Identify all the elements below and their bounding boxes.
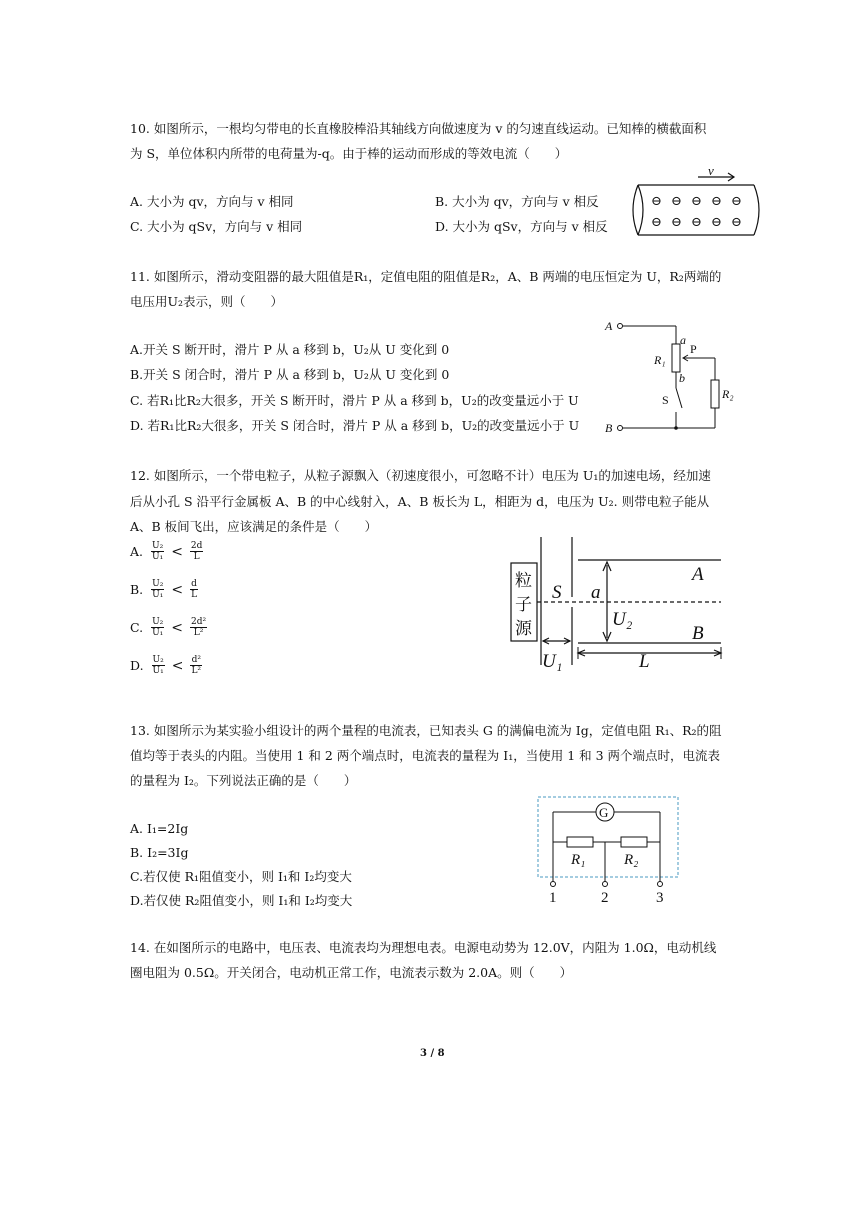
q13-terminal-1: 1 bbox=[549, 890, 557, 906]
less-than: < bbox=[171, 657, 184, 674]
charge-symbol: ⊖ bbox=[651, 193, 662, 208]
q11-terminal-a: A bbox=[605, 319, 613, 333]
charge-symbol: ⊖ bbox=[671, 193, 682, 208]
q12-source-char2: 子 bbox=[515, 595, 532, 614]
q11-stem-line2: 电压用U₂表示，则（ ） bbox=[130, 294, 284, 309]
q12-option-d[interactable] bbox=[130, 655, 202, 683]
charge-symbol: ⊖ bbox=[671, 214, 682, 229]
q10-option-c[interactable]: C. 大小为 qSv，方向与 v 相同 bbox=[130, 219, 303, 234]
q12-voltage-u2: U₂ bbox=[612, 609, 633, 630]
q13-terminal-2: 2 bbox=[601, 890, 609, 906]
q11-option-c[interactable]: C. 若R₁比R₂大很多，开关 S 断开时，滑片 P 从 a 移到 b，U₂的改变量远小于 U bbox=[130, 393, 579, 408]
q11-option-b[interactable]: B.开关 S 闭合时，滑片 P 从 a 移到 b，U₂从 U 变化到 0 bbox=[130, 367, 450, 382]
q12-hole-s: S bbox=[552, 582, 562, 603]
q13-stem-line3: 的量程为 I₂。下列说法正确的是（ ） bbox=[130, 773, 357, 788]
fraction: $\frac{\text{d²}}{\text{L²}}$ bbox=[191, 655, 202, 676]
q12-figure-deflection bbox=[508, 535, 733, 675]
option-label: D. bbox=[130, 657, 144, 673]
q10-option-a[interactable]: A. 大小为 qv，方向与 v 相同 bbox=[130, 194, 294, 209]
q10-velocity-label: v bbox=[708, 163, 714, 178]
option-label: B. bbox=[130, 581, 144, 597]
less-than: < bbox=[171, 581, 184, 598]
q13-terminal-3: 3 bbox=[656, 890, 664, 906]
q12-option-c[interactable] bbox=[130, 617, 207, 645]
q12-length-l: L bbox=[639, 651, 650, 672]
option-label: A. bbox=[130, 543, 144, 559]
q11-option-a[interactable]: A.开关 S 断开时，滑片 P 从 a 移到 b，U₂从 U 变化到 0 bbox=[130, 342, 450, 357]
q11-slider-end-a: a bbox=[680, 333, 686, 347]
q13-option-a[interactable]: A. I₁=2Ig bbox=[130, 821, 189, 836]
q13-stem-line2: 值均等于表头的内阻。当使用 1 和 2 两个端点时，电流表的量程为 I₁，当使用 1 和 3 两个端点时，电流表 bbox=[130, 748, 721, 763]
q14-stem-line2: 圈电阻为 0.5Ω。开关闭合，电动机正常工作，电流表示数为 2.0A。则（ ） bbox=[130, 965, 573, 980]
q10-figure-rod bbox=[630, 165, 770, 240]
q11-switch-s: S bbox=[662, 393, 669, 407]
q11-option-d[interactable]: D. 若R₁比R₂大很多，开关 S 闭合时，滑片 P 从 a 移到 b，U₂的改变量远小于 U bbox=[130, 418, 580, 433]
charge-symbol: ⊖ bbox=[691, 193, 702, 208]
less-than: < bbox=[171, 619, 183, 636]
q12-stem-line1: 12. 如图所示，一个带电粒子，从粒子源飘入（初速度很小，可忽略不计）电压为 U₁的加速电场，经加速 bbox=[130, 468, 711, 483]
charge-symbol: ⊖ bbox=[711, 193, 722, 208]
q13-galvanometer-g: G bbox=[599, 805, 609, 820]
q10-option-b[interactable]: B. 大小为 qv，方向与 v 相反 bbox=[435, 194, 599, 209]
fraction: $\frac{\text{U₂}}{\text{U₁}}$ bbox=[152, 579, 164, 600]
q12-stem-line3: A、B 板间飞出，应该满足的条件是（ ） bbox=[130, 519, 378, 534]
fraction: $\frac{2d}{L}$ bbox=[190, 541, 203, 562]
q13-option-b[interactable]: B. I₂=3Ig bbox=[130, 845, 189, 860]
q11-stem-line1: 11. 如图所示，滑动变阻器的最大阻值是R₁，定值电阻的阻值是R₂，A、B 两端的电压恒定为 U，R₂两端的 bbox=[130, 269, 722, 284]
charge-symbol: ⊖ bbox=[731, 193, 742, 208]
q11-r1-label: R₁ bbox=[654, 353, 666, 367]
q12-source-char1: 粒 bbox=[515, 571, 532, 590]
q11-slider-p: P bbox=[690, 342, 697, 356]
q10-option-d[interactable]: D. 大小为 qSv，方向与 v 相反 bbox=[435, 219, 608, 234]
q12-voltage-u1: U₁ bbox=[542, 651, 563, 672]
charge-symbol: ⊖ bbox=[731, 214, 742, 229]
q14-stem-line1: 14. 在如图所示的电路中，电压表、电流表均为理想电表。电源电动势为 12.0V，内阻为 1.0Ω，电动机线 bbox=[130, 940, 717, 955]
q12-option-b[interactable] bbox=[130, 579, 198, 607]
q13-option-d[interactable]: D.若仅使 R₂阻值变小，则 I₁和 I₂均变大 bbox=[130, 893, 353, 908]
q11-r2-label: R₂ bbox=[722, 387, 734, 401]
charge-symbol: ⊖ bbox=[711, 214, 722, 229]
q13-figure-ammeter bbox=[535, 794, 685, 909]
less-than: < bbox=[171, 543, 183, 560]
q13-r1-label: R₁ bbox=[571, 852, 586, 868]
q12-stem-line2: 后从小孔 S 沿平行金属板 A、B 的中心线射入，A、B 板长为 L，相距为 d，电压为 U₂. 则带电粒子能从 bbox=[130, 494, 710, 509]
q11-terminal-b: B bbox=[605, 421, 613, 435]
fraction: $\frac{\text{2d²}}{\text{L²}}$ bbox=[190, 617, 207, 638]
q12-plate-b: B bbox=[692, 623, 704, 644]
q13-option-c[interactable]: C.若仅使 R₁阻值变小，则 I₁和 I₂均变大 bbox=[130, 869, 352, 884]
q12-source-char3: 源 bbox=[515, 619, 532, 638]
fraction: $\frac{d}{L}$ bbox=[191, 579, 198, 600]
fraction: $\frac{\text{U₂}}{\text{U₁}}$ bbox=[152, 541, 164, 562]
fraction: $\frac{\text{U₂}}{\text{U₁}}$ bbox=[152, 617, 164, 638]
q12-plate-a: A bbox=[692, 564, 704, 585]
charge-symbol: ⊖ bbox=[651, 214, 662, 229]
fraction: $\frac{\text{U₂}}{\text{U₁}}$ bbox=[152, 655, 164, 676]
q11-figure-circuit bbox=[600, 318, 750, 438]
q12-option-a[interactable] bbox=[130, 541, 203, 569]
charge-symbol: ⊖ bbox=[691, 214, 702, 229]
q11-slider-end-b: b bbox=[679, 371, 685, 385]
q12-distance-a: a bbox=[591, 582, 601, 603]
page-number: 3 / 8 bbox=[420, 1048, 445, 1059]
option-label: C. bbox=[130, 619, 144, 635]
q13-r2-label: R₂ bbox=[624, 852, 639, 868]
q10-stem-line2: 为 S，单位体积内所带的电荷量为-q。由于棒的运动而形成的等效电流（ ） bbox=[130, 146, 568, 161]
q13-stem-line1: 13. 如图所示为某实验小组设计的两个量程的电流表，已知表头 G 的满偏电流为 Ig，定值电阻 R₁、R₂的阻 bbox=[130, 723, 722, 738]
q10-stem-line1: 10. 如图所示，一根均匀带电的长直橡胶棒沿其轴线方向做速度为 v 的匀速直线运动。已知棒的横截面积 bbox=[130, 121, 707, 136]
